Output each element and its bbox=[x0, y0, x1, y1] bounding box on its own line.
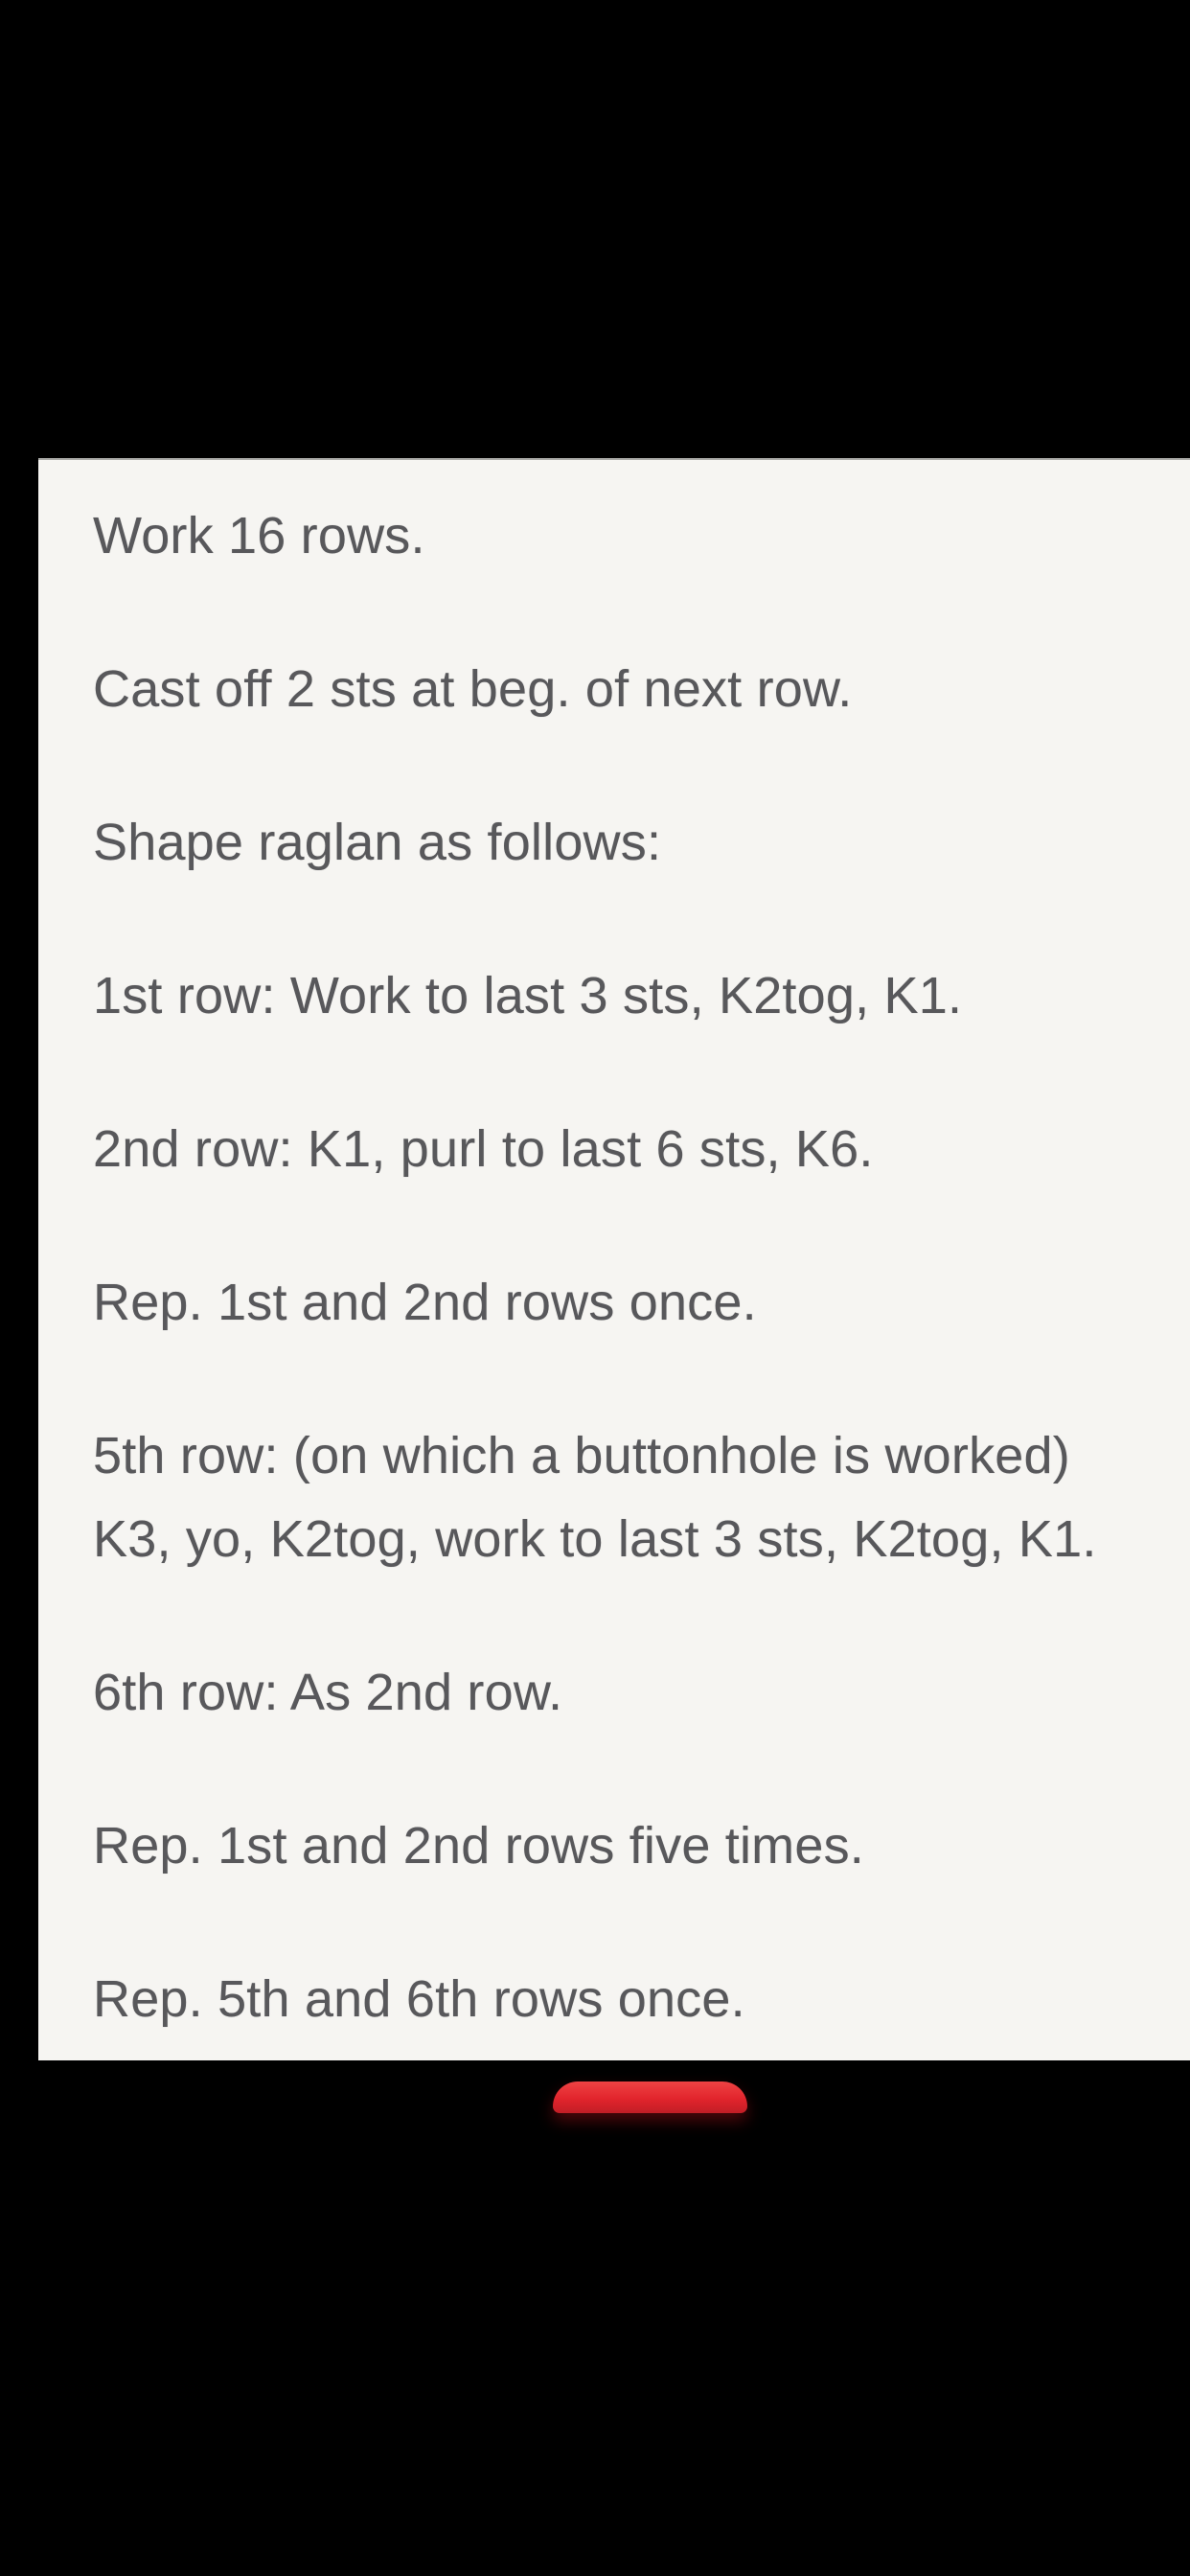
pattern-paragraph: 5th row: (on which a buttonhole is worked) K3, yo, K2tog, work to last 3 sts, K2tog, K1. bbox=[93, 1427, 1097, 1568]
pattern-paragraph: Rep. 1st and 2nd rows five times. bbox=[93, 1817, 864, 1874]
pattern-paragraph: Cast off 2 sts at beg. of next row. bbox=[93, 660, 853, 718]
pattern-paragraph: Shape raglan as follows: bbox=[93, 814, 662, 871]
pattern-paragraph: 1st row: Work to last 3 sts, K2tog, K1. bbox=[93, 967, 963, 1024]
knitting-pattern-page bbox=[38, 458, 1190, 2060]
pattern-paragraph: Rep. 5th and 6th rows once. bbox=[93, 1970, 745, 2028]
pattern-paragraph: 6th row: As 2nd row. bbox=[93, 1664, 563, 1721]
pattern-paragraph-list bbox=[93, 494, 1173, 2041]
pattern-paragraph: Rep. 1st and 2nd rows once. bbox=[93, 1274, 757, 1331]
pattern-paragraph: 2nd row: K1, purl to last 6 sts, K6. bbox=[93, 1120, 874, 1178]
youtube-logo-icon[interactable] bbox=[553, 2082, 747, 2113]
pattern-paragraph: Work 16 rows. bbox=[93, 507, 425, 564]
